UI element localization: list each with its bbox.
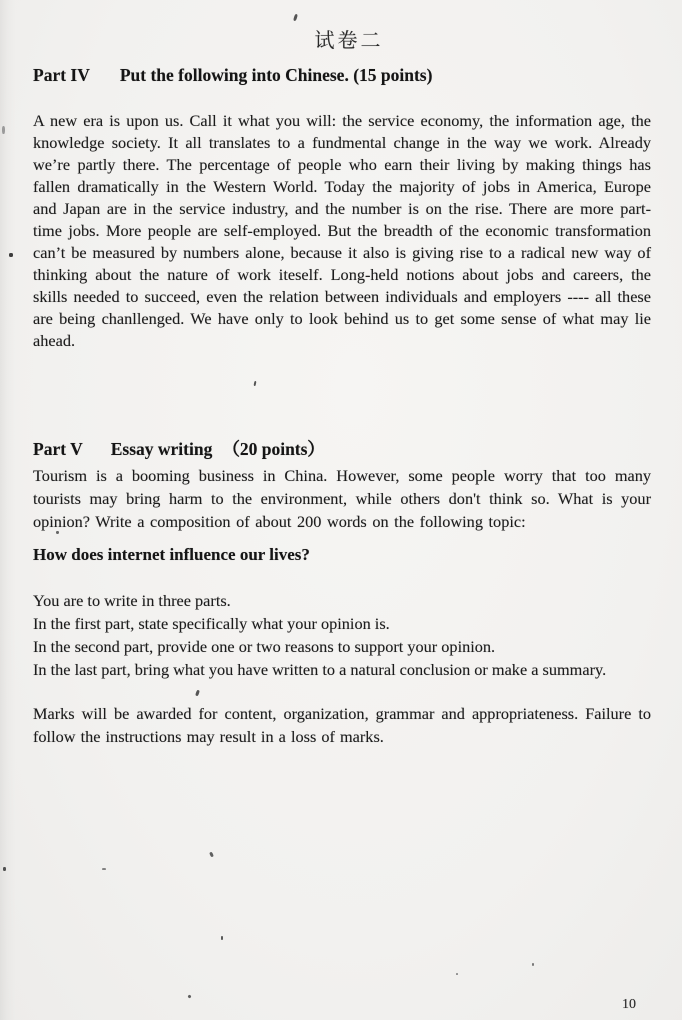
scan-speck: [293, 14, 298, 22]
part5-heading-text: Essay writing: [110, 439, 213, 459]
scan-speck: [221, 936, 223, 940]
part4-heading-text: Put the following into Chinese. (15 points): [119, 65, 433, 85]
instruction-line: In the first part, state specifically what your opinion is.: [33, 614, 390, 633]
part4-passage: A new era is upon us. Call it what you will: the service economy, the information age, the knowledge society. It all translates to a fundmental change in the way we work. Already we’re partly there. The percentage of people who earn their living by making things has fallen dramatically in the Western World. Today the majority of jobs in America, Europe and Japan are in the service industry, and the number is on the rise. There are more part-time jobs. More people are self-employed. But the breadth of the economic transformation can’t be measured by numbers alone, because it also is giving rise to a radical new way of thinking about the nature of work iteself. Long-held notions about jobs and careers, the skills needed to succeed, even the relation between individuals and employers ---- all these are being chanllenged. We have only to look behind us to get some sense of what may lie ahead.: [33, 111, 651, 350]
scan-speck: [102, 868, 106, 870]
page-title: 试卷二: [314, 30, 384, 52]
part5-points: （20 points）: [222, 439, 325, 459]
essay-topic: How does internet influence our lives?: [33, 545, 310, 564]
essay-instructions: [33, 589, 673, 681]
scan-speck: [187, 994, 191, 998]
scan-speck: [254, 381, 257, 386]
scan-speck: [456, 973, 458, 975]
instruction-line: You are to write in three parts.: [33, 591, 231, 610]
scan-speck: [56, 531, 59, 534]
part5-section: [33, 436, 651, 533]
scan-speck: [532, 963, 534, 966]
instruction-line: In the second part, provide one or two reasons to support your opinion.: [33, 637, 496, 656]
part5-intro: Tourism is a booming business in China. However, some people worry that too many tourists may bring harm to the environment, while others don't think so. What is your opinion? Write a composition of about 200 words on the following topic:: [33, 466, 651, 531]
scan-speck: [9, 253, 13, 257]
scan-speck: [209, 852, 214, 858]
scan-speck: [3, 867, 6, 871]
part4-label: Part IV: [33, 65, 90, 85]
part5-heading: [33, 436, 651, 461]
part5-label: Part V: [33, 439, 83, 459]
part4-heading: [33, 65, 432, 86]
scan-speck: [195, 690, 200, 697]
page-number: 10: [622, 997, 636, 1012]
instruction-line: In the last part, bring what you have written to a natural conclusion or make a summary.: [33, 660, 607, 679]
marks-note: Marks will be awarded for content, organization, grammar and appropriateness. Failure to follow the instructions may result in a loss of marks.: [33, 704, 651, 746]
scan-speck: [2, 126, 5, 134]
